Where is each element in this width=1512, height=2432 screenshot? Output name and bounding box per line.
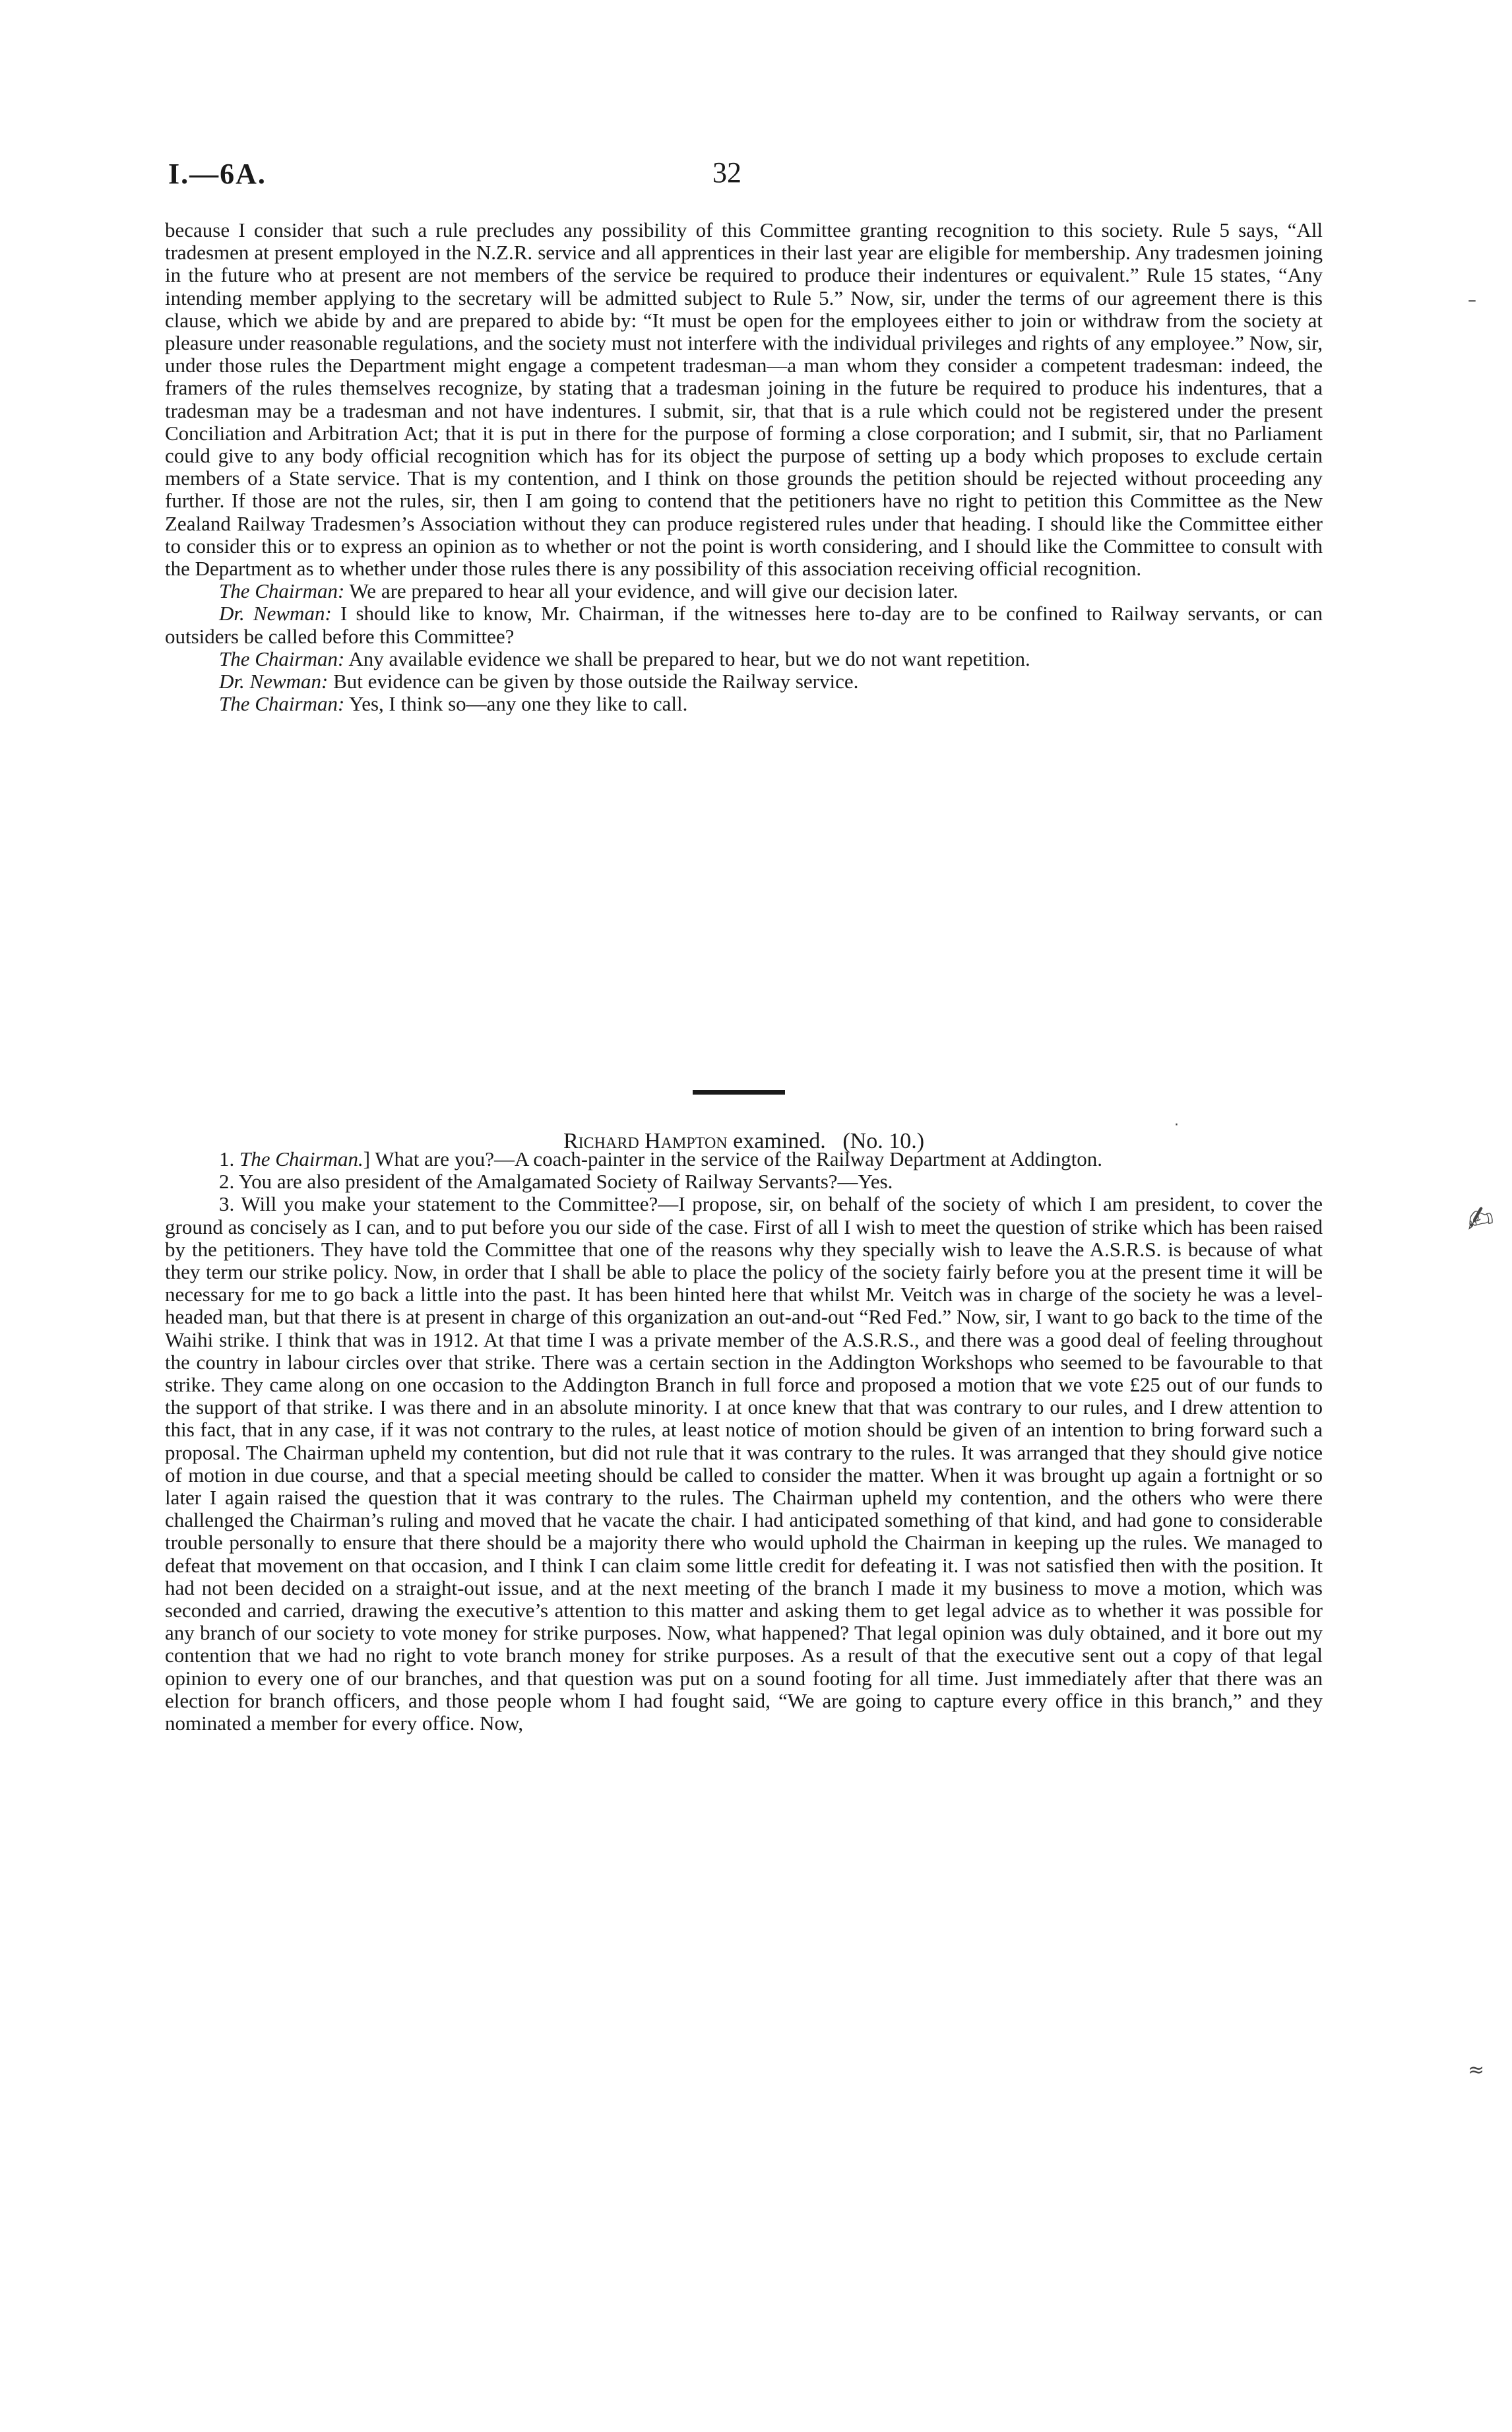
exchange-chairman-2 <box>165 648 1323 670</box>
exchange-text: But evidence can be given by those outside the Railway service. <box>333 670 859 693</box>
examination-section <box>165 1148 1323 1735</box>
speaker-label: Dr. Newman: <box>219 602 332 625</box>
margin-mark-dash: – <box>1468 290 1476 310</box>
question-3: 3. Will you make your statement to the Committee?—I propose, sir, on behalf of the society of which I am president, to cover the ground as concisely as I can, and to put before you our side of the case. First of all I wish to meet the question of strike which has been raised by the petitioners. They have told the Committee that one of the reasons why they specially wish to leave the A.S.R.S. is because of what they term our strike policy. Now, in order that I shall be able to place the policy of the society fairly before you at the present time it will be necessary for me to go back a little into the past. It has been hinted here that whilst Mr. Veitch was in charge of the society he was a level-headed man, but that there is at present in charge of this organization an out-and-out “Red Fed.” Now, sir, I want to go back to the time of the Waihi strike. I think that was in 1912. At that time I was a private member of the A.S.R.S., and there was a good deal of feeling throughout the country in labour circles over that strike. There was a certain section in the Addington Workshops who seemed to be favourable to that strike. They came along on one occasion to the Addington Branch in full force and proposed a motion that we vote £25 out of our funds to the support of that strike. I was there and in an absolute minority. I at once knew that that was contrary to our rules, and I drew attention to this fact, that in any case, if it was not contrary to the rules, at least notice of motion should be given of an intention to bring forward such a proposal. The Chairman upheld my contention, but did not rule that it was contrary to the rules. It was arranged that they should give notice of motion in due course, and that a special meeting should be called to consider the matter. When it was brought up again a fortnight or so later I again raised the question that it was contrary to the rules. The Chairman upheld my contention, and the others who were there challenged the Chairman’s ruling and moved that he vacate the chair. I had anticipated something of that kind, and had gone to considerable trouble personally to ensure that there should be a majority there who would uphold the Chairman in keeping up the rules. We managed to defeat that movement on that occasion, and I think I can claim some little credit for defeating it. I was not satisfied then with the position. It had not been decided on a straight-out issue, and at the next meeting of the branch I made it my business to move a motion, which was seconded and carried, drawing the executive’s attention to this matter and asking them to get legal advice as to whether it was possible for any branch of our society to vote money for strike purposes. Now, what happened? That legal opinion was duly obtained, and it bore out my contention that we had no right to vote branch money for strike purposes. As a result of that the executive sent out a copy of that legal opinion to every one of our branches, and that question was put on a sound footing for all time. Just immediately after that there was an election for branch officers, and those people whom I had fought said, “We are going to capture every office in this branch,” and they nominated a member for every office. Now, <box>165 1192 1323 1735</box>
exchange-chairman-1 <box>165 580 1323 602</box>
exchange-chairman-3 <box>165 693 1323 715</box>
section-divider <box>693 1090 785 1095</box>
witness-name: Richard Hampton <box>563 1129 728 1153</box>
page-number: 32 <box>712 156 741 189</box>
speaker-label: The Chairman: <box>219 647 345 670</box>
exchange-newman-1 <box>165 602 1323 647</box>
speaker-label: The Chairman: <box>219 692 345 716</box>
question-1 <box>165 1148 1323 1170</box>
question-text: ] What are you?—A coach-painter in the service of the Railway Department at Addington. <box>363 1147 1102 1170</box>
continued-argument-section <box>165 219 1323 715</box>
margin-mark-squiggle: ≈ <box>1468 2059 1485 2082</box>
document-reference: I.—6A. <box>168 158 267 190</box>
speaker-label: The Chairman: <box>219 579 345 603</box>
exchange-newman-2 <box>165 670 1323 693</box>
question-2: 2. You are also president of the Amalgamated Society of Railway Servants?—Yes. <box>219 1170 893 1194</box>
exchange-text: Yes, I think so—any one they like to call. <box>348 692 688 716</box>
witness-status: examined. <box>733 1129 826 1153</box>
witness-number: (No. 10.) <box>842 1129 925 1153</box>
margin-hand-mark: ✍ <box>1462 1197 1497 1240</box>
exchange-text: Any available evidence we shall be prepared to hear, but we do not want repetition. <box>348 647 1030 670</box>
argument-paragraph: because I consider that such a rule precludes any possibility of this Committee granting recognition to this society. Rule 5 says, “All tradesmen at present employed in the N.Z.R. service and all apprentices in their last year are eligible for membership. Any tradesmen joining in the future who at present are not members of the service be required to produce their indentures or equivalent.” Rule 15 states, “Any intending member applying to the secretary will be admitted subject to Rule 5.” Now, sir, under the terms of our agreement there is this clause, which we abide by and are prepared to abide by: “It must be open for the employees either to join or withdraw from the society at pleasure under reasonable regulations, and the society must not interfere with the individual privileges and rights of any employee.” Now, sir, under those rules the Department might engage a competent tradesman—a man whom they consider a competent tradesman: indeed, the framers of the rules themselves recognize, by stating that a tradesman joining in the future be required to produce his indentures, that a tradesman may be a tradesman and not have indentures. I submit, sir, that that is a rule which could not be registered under the present Conciliation and Arbitration Act; that it is put in there for the purpose of forming a close corporation; and I submit, sir, that no Parliament could give to any body official recognition which has for its object the purpose of setting up a body which proposes to exclude certain members of a State service. That is my contention, and I think on those grounds the petition should be rejected without proceeding any further. If those are not the rules, sir, then I am going to contend that the petitioners have no right to petition this Committee as the New Zealand Railway Tradesmen’s Association without they can produce registered rules under that heading. I should like the Committee either to consider this or to express an opinion as to whether or not the point is worth considering, and I should like the Committee to consult with the Department as to whether under those rules there is any possibility of this association receiving official recognition. <box>165 218 1323 581</box>
exchange-text: I should like to know, Mr. Chairman, if the witnesses here to-day are to be confined to Railway servants, or can outsiders be called before this Committee? <box>165 602 1323 648</box>
speaker-label: The Chairman. <box>239 1147 363 1170</box>
question-number: 1. <box>219 1147 235 1170</box>
speaker-label: Dr. Newman: <box>219 670 329 693</box>
exchange-text: We are prepared to hear all your evidence, and will give our decision later. <box>349 579 959 603</box>
margin-mark-dot: · <box>1174 1117 1179 1134</box>
